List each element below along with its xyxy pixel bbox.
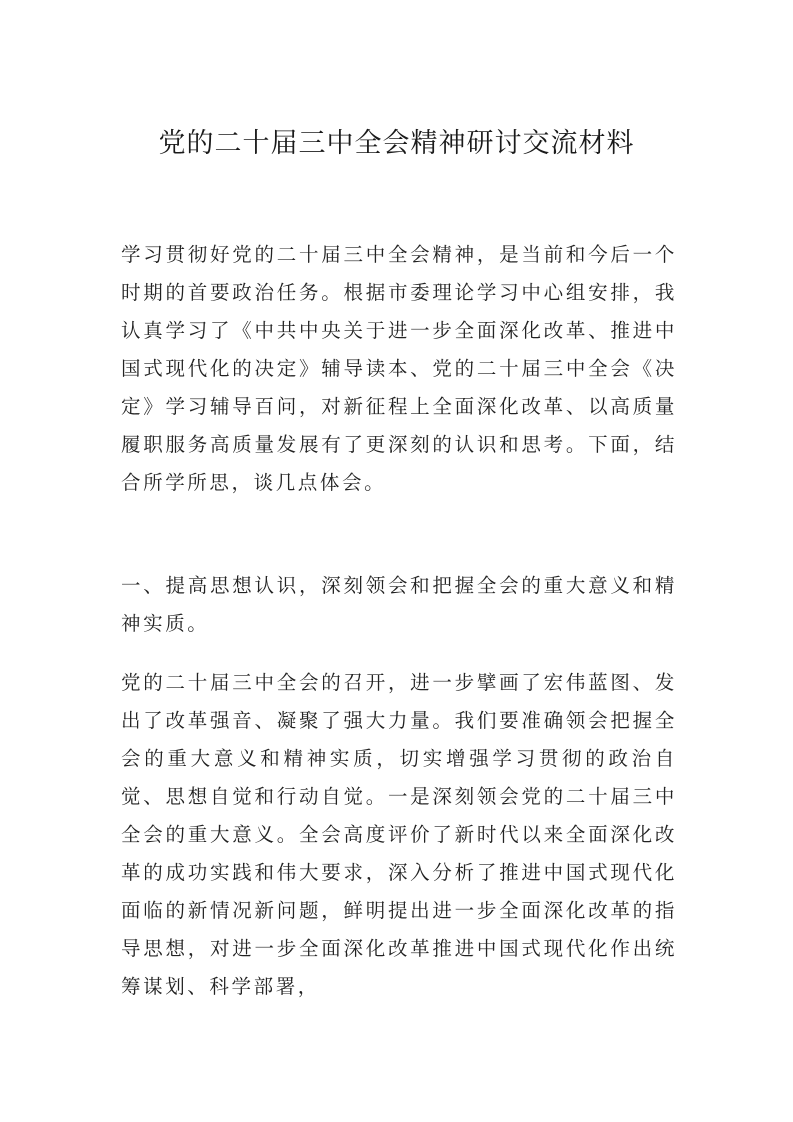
paragraph-intro: 学习贯彻好党的二十届三中全会精神，是当前和今后一个时期的首要政治任务。根据市委理论学习中心组安排，我认真学习了《中共中央关于进一步全面深化改革、推进中国式现代化的决定》辅导读本、党的二十届三中全会《决定》学习辅导百问，对新征程上全面深化改革、以高质量履职服务高质量发展有了更深刻的认识和思考。下面，结合所学所思，谈几点体会。 [121,243,677,494]
paragraph-section-1: 党的二十届三中全会的召开，进一步擘画了宏伟蓝图、发出了改革强音、凝聚了强大力量。我们要准确领会把握全会的重大意义和精神实质，切实增强学习贯彻的政治自觉、思想自觉和行动自觉。一是深刻领会党的二十届三中全会的重大意义。全会高度评价了新时代以来全面深化改革的成功实践和伟大要求，深入分析了推进中国式现代化面临的新情况新问题，鲜明提出进一步全面深化改革的指导思想，对进一步全面深化改革推进中国式现代化作出统筹谋划、科学部署， [121,671,677,998]
section-heading-1: 一、提高思想认识，深刻领会和把握全会的重大意义和精神实质。 [121,574,677,635]
document-title: 党的二十届三中全会精神研讨交流材料 [158,128,635,159]
